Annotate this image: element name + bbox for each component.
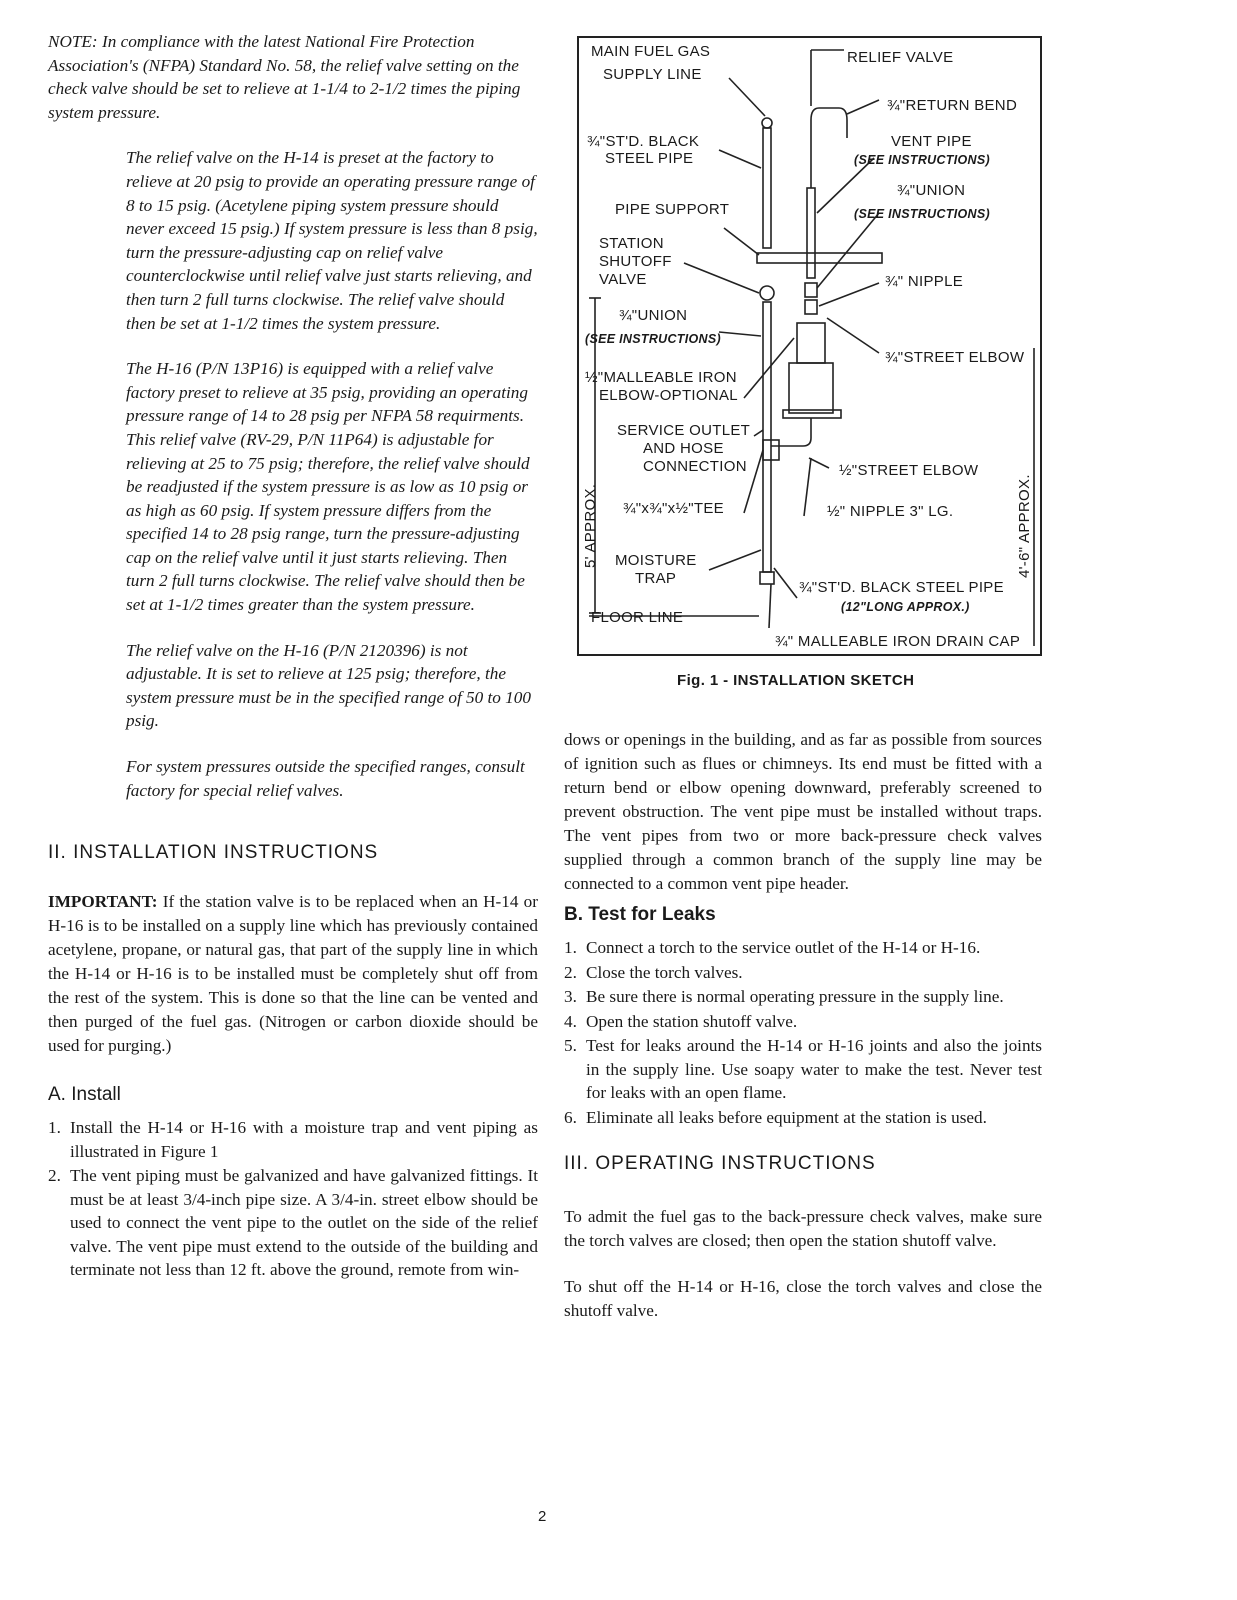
label-union-right: ¾"UNION [897,182,966,199]
label-nipple-3: ½" NIPPLE 3" LG. [827,503,954,520]
section-2-title: II. INSTALLATION INSTRUCTIONS [48,842,379,864]
label-connection: CONNECTION [643,458,747,475]
sub-a-title: A. Install [48,1084,121,1106]
install-steps [48,1116,538,1282]
shutoff-valve [760,286,774,300]
figure-caption: Fig. 1 - INSTALLATION SKETCH [677,672,915,689]
sub-b-title: B. Test for Leaks [564,904,716,925]
note-label: NOTE: [48,32,98,51]
nipple-right [805,300,817,314]
right-column [564,728,1042,1323]
label-vent-pipe: VENT PIPE [891,133,972,150]
important-paragraph [48,890,538,1058]
list-item: 3. Be sure there is normal operating pressure in the supply line. [564,987,1004,1006]
leak-steps [564,936,1042,1129]
union-right [805,283,817,297]
label-moisture: MOISTURE [615,552,697,569]
label-nipple: ¾" NIPPLE [885,273,964,290]
operating-paragraph-1: To admit the fuel gas to the back-pressure check valves, make sure the torch valves are closed; then open the station shutoff valve. [564,1207,1042,1250]
label-see-instructions-2: (SEE INSTRUCTIONS) [854,207,990,221]
label-supply-line: SUPPLY LINE [603,66,702,83]
supply-pipe-upper [763,128,771,248]
pipe-support [757,253,882,263]
label-five-approx: 5' APPROX. [582,483,599,568]
label-shutoff: SHUTOFF [599,253,672,270]
note-text-1: In compliance with the latest National Fire Protection Association's (NFPA) Standard No. 58, the relief valve setting on the check valve should be set to relieve at 1-1/4 to 2-1/2 times the piping system pressure. [48,32,521,122]
label-malleable: ½"MALLEABLE IRON [585,369,737,386]
street-elbow [771,418,811,446]
installation-sketch [577,36,1042,656]
label-valve: VALVE [599,271,647,288]
return-bend [811,108,847,188]
label-twelve-long: (12"LONG APPROX.) [841,600,970,614]
page-number: 2 [538,1508,547,1525]
label-std-black: ¾"ST'D. BLACK [587,133,700,150]
important-label: IMPORTANT: [48,892,158,912]
label-std-black-steel: ¾"ST'D. BLACK STEEL PIPE [799,579,1004,596]
label-pipe-support: PIPE SUPPORT [615,201,730,218]
label-relief-valve: RELIEF VALVE [847,49,954,66]
label-service-outlet: SERVICE OUTLET [617,422,751,439]
vent-continuation: dows or openings in the building, and as far as possible from sources of ignition such as flues or chimneys. Its end must be fitted with a return bend or elbow opening downward, preferably screened to prevent obstruction. The vent pipe must be installed without traps. The vent pipes from two or more back-pressure check valves supplied through a common branch of the supply line may be connected to a common vent pipe header. [564,730,1042,893]
label-floor-line: FLOOR LINE [591,609,684,626]
list-item: 1. Install the H-14 or H-16 with a moisture trap and vent piping as illustrated in Figure 1 [48,1118,538,1161]
list-item: 2. The vent piping must be galvanized and have galvanized fittings. It must be at least 3/4-inch pipe size. A 3/4-in. street elbow should be used to connect the vent pipe to the outlet on the side of the relief valve. The vent pipe must extend to the outside of the building and terminate not less than 12 ft. above the ground, remote from win- [48,1166,538,1280]
section-3-title: III. OPERATING INSTRUCTIONS [564,1153,876,1174]
label-street-elbow: ¾"STREET ELBOW [885,349,1025,366]
label-and-hose: AND HOSE [643,440,724,457]
label-return-bend: ¾"RETURN BEND [887,97,1018,114]
vent-pipe [807,188,815,278]
list-item: 1. Connect a torch to the service outlet of the H-14 or H-16. [564,938,981,957]
label-four-approx: 4'-6" APPROX. [1016,474,1033,578]
drain-cap [760,572,774,584]
label-union-left: ¾"UNION [619,307,688,324]
check-valve-body [789,363,833,413]
label-station: STATION [599,235,664,252]
note-paragraph-5: For system pressures outside the specified ranges, consult factory for special relief valves. [126,757,525,800]
label-main-fuel: MAIN FUEL GAS [591,43,711,60]
operating-paragraph-2: To shut off the H-14 or H-16, close the torch valves and close the shutoff valve. [564,1277,1042,1320]
list-item: 4. Open the station shutoff valve. [564,1011,798,1031]
supply-pipe-cap [762,118,772,128]
left-column [48,30,538,1283]
label-street-elbow-half: ½"STREET ELBOW [839,462,979,479]
note-paragraph-1 [48,30,538,124]
note-paragraph-3: The H-16 (P/N 13P16) is equipped with a relief valve factory preset to relieve at 35 psig, providing an operating pressure range of 14 to 28 psig per NFPA 58 requirments. This relief valve (RV-29, P/N 11P64) is adjustable for relieving at 25 to 75 psig; therefore, the relief valve should be readjusted if the system pressure is as low as 10 psig or as high as 60 psig. If system pressure differs from the specified 14 to 28 psig range, turn the pressure-adjusting cap on the relief valve until it just starts relieving. Then turn 2 full turns clockwise. The relief valve should then be set at 1-1/2 times greater than the system pressure. [126,359,530,615]
list-item: 6. Eliminate all leaks before equipment at the station is used. [564,1107,987,1127]
important-text: If the station valve is to be replaced when an H-14 or H-16 is to be installed on a supply line which has previously contained acetylene, propane, or natural gas, that part of the supply line in which the H-14 or H-16 is to be installed must be completely shut off from the rest of the system. This is done so that the line can be vented and then purged of the fuel gas. (Nitrogen or carbon dioxide should be used for purging.) [48,892,538,1056]
list-item: 5. Test for leaks around the H-14 or H-16 joints and also the joints in the supply line. Use soapy water to make the test. Never test for leaks with an open flame. [564,1036,1042,1102]
label-steel-pipe: STEEL PIPE [605,150,694,167]
relief-valve-body [797,323,825,363]
label-see-instructions-3: (SEE INSTRUCTIONS) [585,332,721,346]
list-item: 2. Close the torch valves. [564,962,743,982]
label-elbow-optional: ELBOW-OPTIONAL [599,387,738,404]
label-tee: ¾"x¾"x½"TEE [623,500,724,517]
label-drain-cap: ¾" MALLEABLE IRON DRAIN CAP [775,633,1021,650]
supply-pipe-lower [763,302,771,572]
note-paragraph-2: The relief valve on the H-14 is preset at the factory to relieve at 20 psig to provide an operating pressure range of 8 to 15 psig. (Acetylene piping system pressure should never exceed 15 psig.) If system pressure is less than 8 psig, turn the pressure-adjusting cap on relief valve counterclockwise until relief valve just starts relieving, and then turn 2 full turns clockwise. The relief valve should then be set at 1-1/2 times the system pressure. [126,148,538,333]
label-see-instructions-1: (SEE INSTRUCTIONS) [854,153,990,167]
label-trap: TRAP [635,570,677,587]
note-paragraph-4: The relief valve on the H-16 (P/N 2120396) is not adjustable. It is set to relieve at 125 psig; therefore, the system pressure must be in the specified range of 50 to 100 psig. [126,640,531,731]
